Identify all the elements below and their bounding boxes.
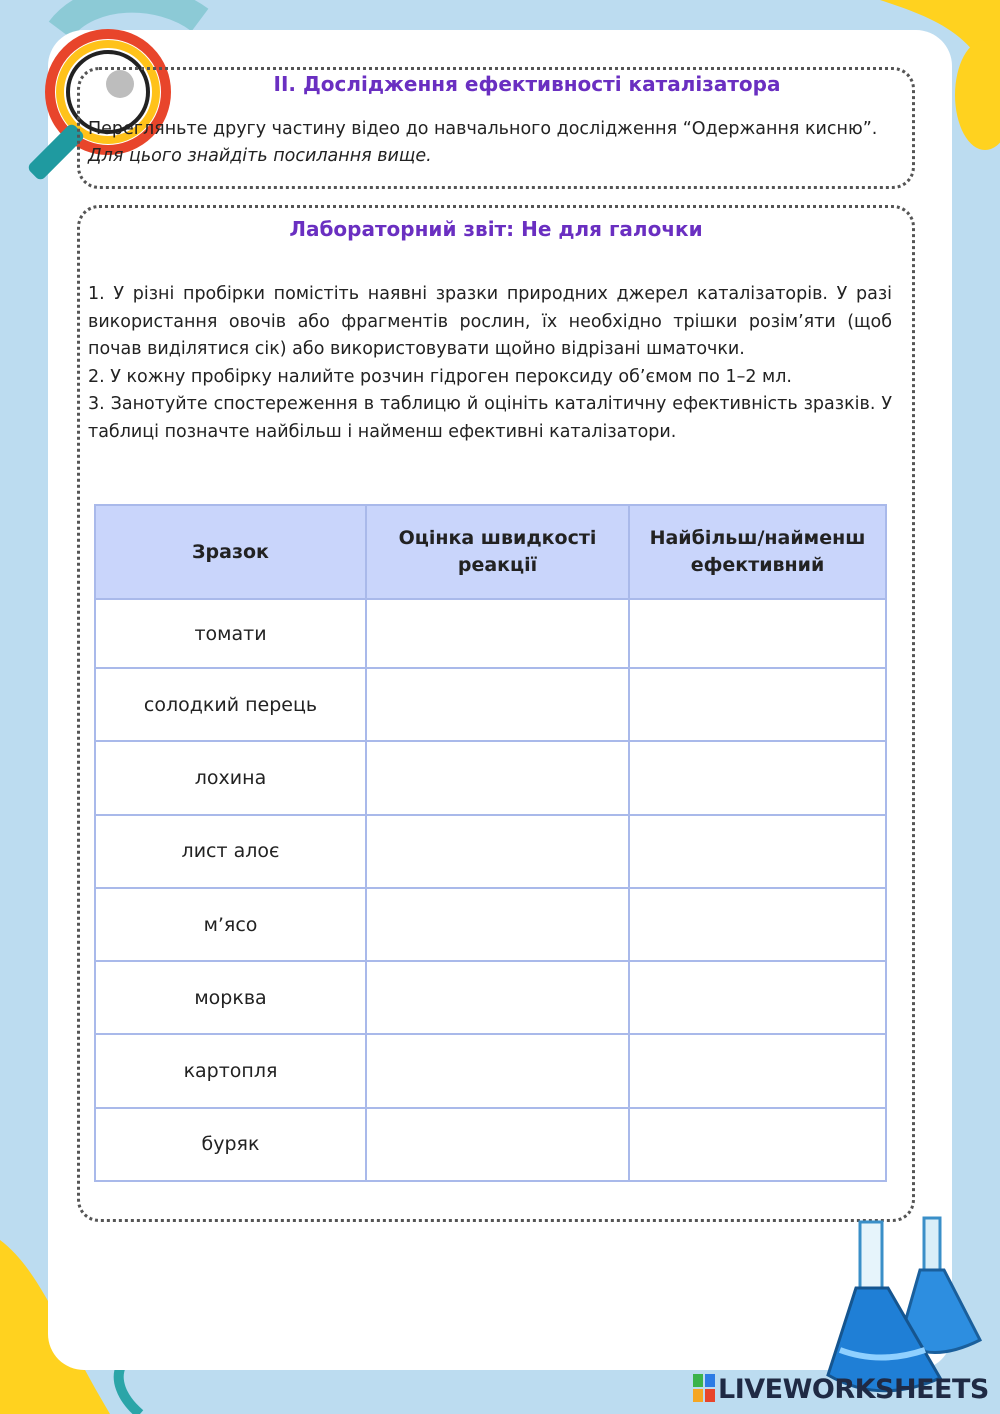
intro-instruction: Перегляньте другу частину відео до навчального дослідження “Одержання кисню”.	[88, 119, 878, 139]
efficiency-cell[interactable]	[629, 741, 886, 814]
liveworksheets-logo-icon	[693, 1374, 715, 1402]
rate-cell[interactable]	[366, 888, 629, 961]
lab-instructions	[88, 281, 892, 446]
results-table	[94, 504, 887, 1182]
sample-cell: солодкий перець	[95, 668, 366, 741]
section-title: ІІ. Дослідження ефективності каталізатора	[273, 72, 781, 96]
efficiency-cell[interactable]	[629, 888, 886, 961]
watermark	[693, 1374, 989, 1405]
efficiency-cell[interactable]	[629, 1108, 886, 1181]
sample-cell: буряк	[95, 1108, 366, 1181]
watermark-text: LIVEWORKSHEETS	[718, 1374, 989, 1405]
sample-cell: томати	[95, 599, 366, 668]
intro-note: Для цього знайдіть посилання вище.	[88, 146, 432, 166]
efficiency-cell[interactable]	[629, 815, 886, 888]
rate-cell[interactable]	[366, 668, 629, 741]
table-row	[95, 888, 886, 961]
instruction-step: 3. Занотуйте спостереження в таблицю й оцініть каталітичну ефективність зразків. У таблиці позначте найбільш і найменш ефективні каталізатори.	[88, 394, 892, 442]
table-header-row	[95, 505, 886, 599]
table-row	[95, 815, 886, 888]
sample-cell: картопля	[95, 1034, 366, 1107]
rate-cell[interactable]	[366, 815, 629, 888]
table-row	[95, 741, 886, 814]
flask-icon	[820, 1200, 1000, 1400]
efficiency-cell[interactable]	[629, 961, 886, 1034]
table-row	[95, 961, 886, 1034]
efficiency-cell[interactable]	[629, 599, 886, 668]
sample-cell: лохина	[95, 741, 366, 814]
efficiency-cell[interactable]	[629, 1034, 886, 1107]
table-row	[95, 668, 886, 741]
rate-cell[interactable]	[366, 1108, 629, 1181]
instruction-step: 2. У кожну пробірку налийте розчин гідроген пероксиду об’ємом по 1–2 мл.	[88, 366, 792, 387]
intro-text	[88, 116, 913, 170]
instruction-step: 1. У різні пробірки помістіть наявні зразки природних джерел каталізаторів. У разі використання овочів або фрагментів рослин, їх необхідно трішки розім’яти (щоб почав виділятися сік) або використовувати щойно відрізані шматочки.	[88, 284, 892, 359]
header-rate: Оцінка швидкості реакції	[366, 505, 629, 599]
sample-cell: морква	[95, 961, 366, 1034]
header-sample: Зразок	[95, 505, 366, 599]
sample-cell: м’ясо	[95, 888, 366, 961]
table-row	[95, 599, 886, 668]
table-row	[95, 1034, 886, 1107]
header-efficiency: Найбільш/найменш ефективний	[629, 505, 886, 599]
rate-cell[interactable]	[366, 599, 629, 668]
efficiency-cell[interactable]	[629, 668, 886, 741]
rate-cell[interactable]	[366, 1034, 629, 1107]
rate-cell[interactable]	[366, 961, 629, 1034]
lab-report-title: Лабораторний звіт: Не для галочки	[289, 217, 703, 241]
table-row	[95, 1108, 886, 1181]
sample-cell: лист алоє	[95, 815, 366, 888]
rate-cell[interactable]	[366, 741, 629, 814]
